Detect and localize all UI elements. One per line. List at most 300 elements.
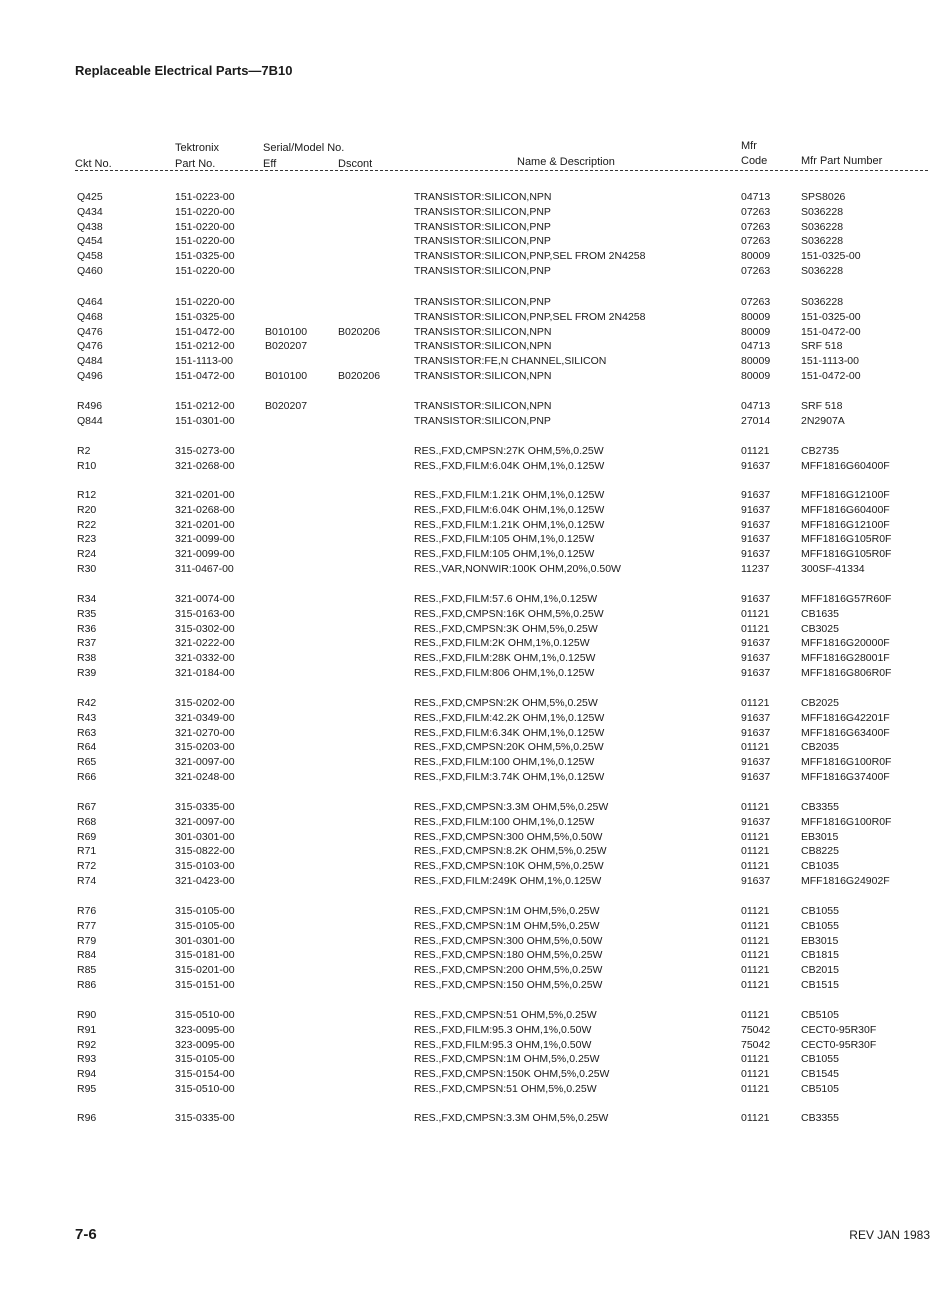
part-description: RES.,FXD,FILM:6.04K OHM,1%,0.125W — [414, 503, 605, 516]
table-row — [0, 310, 950, 324]
manufacturer-part-number: MFF1816G28001F — [801, 652, 890, 665]
column-header-ckt-no: Ckt No. — [75, 158, 112, 170]
circuit-number: R12 — [77, 489, 97, 501]
manufacturer-part-number: CB2735 — [801, 445, 839, 457]
table-row — [0, 592, 950, 606]
table-row — [0, 770, 950, 784]
circuit-number: Q434 — [77, 205, 103, 218]
table-row — [0, 190, 950, 204]
manufacturer-code: 07263 — [741, 220, 771, 233]
tektronix-part-number: 311-0467-00 — [175, 563, 234, 575]
manufacturer-code: 27014 — [741, 414, 771, 427]
table-row — [0, 963, 950, 977]
part-description: RES.,FXD,CMPSN:8.2K OHM,5%,0.25W — [414, 845, 607, 858]
manufacturer-part-number: CECT0-95R30F — [801, 1038, 877, 1051]
table-row — [0, 666, 950, 680]
manufacturer-code: 01121 — [741, 445, 770, 457]
manufacturer-part-number: CECT0-95R30F — [801, 1023, 877, 1036]
part-description: RES.,FXD,CMPSN:2K OHM,5%,0.25W — [414, 697, 598, 709]
manufacturer-part-number: MFF1816G806R0F — [801, 667, 892, 679]
part-description: TRANSISTOR:SILICON,PNP,SEL FROM 2N4258 — [414, 310, 646, 323]
circuit-number: Q454 — [77, 235, 103, 248]
column-header-code: Code — [741, 155, 768, 167]
table-row — [0, 815, 950, 829]
tektronix-part-number: 315-0105-00 — [175, 919, 235, 932]
circuit-number: Q458 — [77, 250, 103, 263]
manufacturer-code: 01121 — [741, 830, 770, 843]
serial-effective: B020207 — [265, 340, 308, 353]
part-description: RES.,FXD,CMPSN:150 OHM,5%,0.25W — [414, 979, 603, 991]
tektronix-part-number: 321-0270-00 — [175, 726, 235, 739]
part-description: RES.,FXD,CMPSN:51 OHM,5%,0.25W — [414, 1009, 597, 1021]
tektronix-part-number: 323-0095-00 — [175, 1038, 235, 1051]
table-row — [0, 220, 950, 234]
manufacturer-part-number: MFF1816G100R0F — [801, 815, 892, 828]
manufacturer-code: 91637 — [741, 637, 771, 650]
manufacturer-code: 91637 — [741, 711, 771, 724]
table-row — [0, 249, 950, 263]
manufacturer-part-number: S036228 — [801, 265, 844, 277]
column-header-eff: Eff — [263, 158, 277, 170]
manufacturer-code: 01121 — [741, 1112, 770, 1124]
part-description: RES.,FXD,CMPSN:3K OHM,5%,0.25W — [414, 622, 598, 635]
manufacturer-code: 01121 — [741, 860, 770, 873]
manufacturer-code: 91637 — [741, 815, 771, 828]
circuit-number: Q438 — [77, 220, 103, 233]
manufacturer-code: 01121 — [741, 1053, 770, 1066]
manufacturer-part-number: CB8225 — [801, 845, 839, 858]
circuit-number: R93 — [77, 1053, 97, 1066]
circuit-number: Q844 — [77, 414, 103, 427]
manufacturer-part-number: SPS8026 — [801, 191, 846, 203]
manufacturer-part-number: 151-0472-00 — [801, 325, 861, 338]
circuit-number: R86 — [77, 979, 97, 991]
part-description: TRANSISTOR:SILICON,PNP — [414, 205, 551, 218]
manufacturer-code: 01121 — [741, 741, 770, 754]
manufacturer-part-number: S036228 — [801, 205, 844, 218]
manufacturer-code: 01121 — [741, 979, 770, 991]
tektronix-part-number: 315-0302-00 — [175, 622, 235, 635]
manufacturer-part-number: CB1035 — [801, 860, 839, 873]
tektronix-part-number: 321-0332-00 — [175, 652, 235, 665]
part-description: RES.,FXD,FILM:28K OHM,1%,0.125W — [414, 652, 596, 665]
manufacturer-part-number: CB1055 — [801, 905, 839, 917]
manufacturer-part-number: CB1515 — [801, 979, 839, 991]
part-description: RES.,FXD,CMPSN:300 OHM,5%,0.50W — [414, 830, 603, 843]
part-description: RES.,FXD,CMPSN:150K OHM,5%,0.25W — [414, 1068, 610, 1081]
manufacturer-part-number: MFF1816G100R0F — [801, 756, 892, 769]
column-header-serial-model: Serial/Model No. — [263, 142, 345, 154]
manufacturer-code: 01121 — [741, 607, 770, 620]
serial-effective: B020207 — [265, 400, 308, 412]
circuit-number: Q484 — [77, 355, 103, 368]
circuit-number: R43 — [77, 711, 97, 724]
tektronix-part-number: 321-0074-00 — [175, 593, 235, 605]
table-row — [0, 532, 950, 546]
table-row — [0, 859, 950, 873]
part-description: RES.,FXD,CMPSN:27K OHM,5%,0.25W — [414, 445, 604, 457]
part-description: RES.,FXD,FILM:6.34K OHM,1%,0.125W — [414, 726, 605, 739]
tektronix-part-number: 315-0154-00 — [175, 1068, 235, 1081]
tektronix-part-number: 301-0301-00 — [175, 934, 235, 947]
part-description: RES.,FXD,CMPSN:20K OHM,5%,0.25W — [414, 741, 604, 754]
tektronix-part-number: 151-0220-00 — [175, 235, 235, 248]
manufacturer-part-number: CB5105 — [801, 1009, 839, 1021]
table-row — [0, 354, 950, 368]
tektronix-part-number: 315-0201-00 — [175, 964, 235, 977]
tektronix-part-number: 315-0273-00 — [175, 445, 235, 457]
circuit-number: R67 — [77, 801, 97, 813]
table-row — [0, 234, 950, 248]
circuit-number: R94 — [77, 1068, 97, 1081]
part-description: TRANSISTOR:SILICON,PNP — [414, 265, 551, 277]
manufacturer-code: 01121 — [741, 1009, 770, 1021]
part-description: RES.,FXD,CMPSN:1M OHM,5%,0.25W — [414, 905, 600, 917]
table-row — [0, 830, 950, 844]
manufacturer-code: 01121 — [741, 622, 770, 635]
manufacturer-part-number: CB2025 — [801, 697, 839, 709]
manufacturer-code: 75042 — [741, 1023, 771, 1036]
manufacturer-code: 07263 — [741, 235, 771, 248]
tektronix-part-number: 315-0181-00 — [175, 949, 235, 962]
manufacturer-code: 01121 — [741, 949, 770, 962]
manufacturer-part-number: MFF1816G57R60F — [801, 593, 892, 605]
manufacturer-part-number: 151-0325-00 — [801, 250, 861, 263]
manufacturer-part-number: SRF 518 — [801, 340, 843, 353]
manufacturer-code: 80009 — [741, 325, 771, 338]
tektronix-part-number: 321-0222-00 — [175, 637, 235, 650]
table-row — [0, 904, 950, 918]
manufacturer-part-number: MFF1816G20000F — [801, 637, 890, 650]
manufacturer-part-number: 151-1113-00 — [801, 355, 859, 368]
part-description: RES.,FXD,CMPSN:3.3M OHM,5%,0.25W — [414, 1112, 609, 1124]
part-description: RES.,FXD,FILM:105 OHM,1%,0.125W — [414, 533, 595, 546]
part-description: TRANSISTOR:SILICON,PNP — [414, 235, 551, 248]
table-row — [0, 874, 950, 888]
circuit-number: R2 — [77, 445, 91, 457]
tektronix-part-number: 321-0099-00 — [175, 548, 235, 561]
manufacturer-part-number: MFF1816G12100F — [801, 489, 890, 501]
manufacturer-code: 01121 — [741, 1083, 770, 1095]
part-description: RES.,FXD,CMPSN:3.3M OHM,5%,0.25W — [414, 801, 609, 813]
tektronix-part-number: 321-0201-00 — [175, 489, 235, 501]
manufacturer-part-number: EB3015 — [801, 934, 839, 947]
circuit-number: R96 — [77, 1112, 97, 1124]
tektronix-part-number: 321-0099-00 — [175, 533, 235, 546]
serial-discontinued: B020206 — [338, 325, 381, 338]
circuit-number: R39 — [77, 667, 97, 679]
tektronix-part-number: 321-0268-00 — [175, 503, 235, 516]
manufacturer-code: 01121 — [741, 1068, 770, 1081]
table-row — [0, 607, 950, 621]
manufacturer-part-number: 300SF-41334 — [801, 563, 865, 575]
part-description: RES.,FXD,FILM:249K OHM,1%,0.125W — [414, 875, 602, 887]
table-row — [0, 414, 950, 428]
tektronix-part-number: 315-0105-00 — [175, 905, 235, 917]
manufacturer-code: 91637 — [741, 459, 771, 472]
table-row — [0, 622, 950, 636]
tektronix-part-number: 151-0301-00 — [175, 414, 235, 427]
tektronix-part-number: 315-0203-00 — [175, 741, 235, 754]
manufacturer-code: 01121 — [741, 845, 770, 858]
table-row — [0, 369, 950, 383]
circuit-number: R38 — [77, 652, 97, 665]
tektronix-part-number: 321-0248-00 — [175, 771, 235, 783]
part-description: RES.,FXD,FILM:42.2K OHM,1%,0.125W — [414, 711, 605, 724]
tektronix-part-number: 315-0510-00 — [175, 1083, 235, 1095]
table-row — [0, 1023, 950, 1037]
column-header-name-description: Name & Description — [517, 156, 615, 168]
table-row — [0, 844, 950, 858]
circuit-number: R42 — [77, 697, 97, 709]
manufacturer-code: 01121 — [741, 964, 770, 977]
tektronix-part-number: 151-0220-00 — [175, 296, 235, 308]
manufacturer-code: 91637 — [741, 875, 771, 887]
table-row — [0, 978, 950, 992]
manufacturer-part-number: S036228 — [801, 220, 844, 233]
part-description: RES.,FXD,CMPSN:51 OHM,5%,0.25W — [414, 1083, 597, 1095]
manufacturer-code: 91637 — [741, 726, 771, 739]
part-description: TRANSISTOR:SILICON,NPN — [414, 325, 552, 338]
table-row — [0, 562, 950, 576]
table-row — [0, 934, 950, 948]
manufacturer-part-number: EB3015 — [801, 830, 839, 843]
part-description: RES.,FXD,FILM:2K OHM,1%,0.125W — [414, 637, 590, 650]
circuit-number: R72 — [77, 860, 97, 873]
table-row — [0, 636, 950, 650]
circuit-number: R65 — [77, 756, 97, 769]
circuit-number: Q468 — [77, 310, 103, 323]
circuit-number: Q476 — [77, 340, 103, 353]
manufacturer-code: 91637 — [741, 518, 771, 531]
tektronix-part-number: 315-0163-00 — [175, 607, 235, 620]
manufacturer-code: 91637 — [741, 548, 771, 561]
manufacturer-code: 80009 — [741, 355, 771, 368]
manufacturer-code: 91637 — [741, 652, 771, 665]
manufacturer-code: 91637 — [741, 756, 771, 769]
circuit-number: R63 — [77, 726, 97, 739]
serial-discontinued: B020206 — [338, 370, 381, 382]
manufacturer-part-number: CB1635 — [801, 607, 839, 620]
tektronix-part-number: 151-0220-00 — [175, 205, 235, 218]
manufacturer-code: 80009 — [741, 370, 771, 382]
manufacturer-part-number: S036228 — [801, 235, 844, 248]
table-row — [0, 919, 950, 933]
manufacturer-part-number: CB3355 — [801, 1112, 839, 1124]
column-header-part-no: Part No. — [175, 158, 216, 170]
part-description: RES.,FXD,CMPSN:1M OHM,5%,0.25W — [414, 1053, 600, 1066]
part-description: TRANSISTOR:SILICON,NPN — [414, 191, 552, 203]
manufacturer-code: 07263 — [741, 205, 771, 218]
table-row — [0, 800, 950, 814]
manufacturer-code: 91637 — [741, 771, 771, 783]
manufacturer-part-number: CB5105 — [801, 1083, 839, 1095]
manufacturer-part-number: 151-0472-00 — [801, 370, 861, 382]
manufacturer-part-number: CB1055 — [801, 1053, 839, 1066]
serial-effective: B010100 — [265, 370, 308, 382]
tektronix-part-number: 315-0822-00 — [175, 845, 235, 858]
circuit-number: R90 — [77, 1009, 97, 1021]
table-row — [0, 1052, 950, 1066]
tektronix-part-number: 151-0212-00 — [175, 400, 235, 412]
part-description: RES.,FXD,CMPSN:16K OHM,5%,0.25W — [414, 607, 604, 620]
circuit-number: R23 — [77, 533, 97, 546]
circuit-number: Q460 — [77, 265, 103, 277]
manufacturer-part-number: CB1815 — [801, 949, 839, 962]
part-description: TRANSISTOR:SILICON,PNP — [414, 414, 551, 427]
manufacturer-part-number: SRF 518 — [801, 400, 843, 412]
table-row — [0, 726, 950, 740]
tektronix-part-number: 151-0472-00 — [175, 325, 235, 338]
table-row — [0, 518, 950, 532]
manufacturer-part-number: MFF1816G60400F — [801, 503, 890, 516]
manufacturer-part-number: MFF1816G63400F — [801, 726, 890, 739]
manufacturer-part-number: CB3355 — [801, 801, 839, 813]
table-row — [0, 651, 950, 665]
table-row — [0, 339, 950, 353]
manufacturer-part-number: MFF1816G60400F — [801, 459, 890, 472]
part-description: RES.,FXD,FILM:100 OHM,1%,0.125W — [414, 756, 595, 769]
tektronix-part-number: 321-0201-00 — [175, 518, 235, 531]
table-row — [0, 399, 950, 413]
part-description: TRANSISTOR:FE,N CHANNEL,SILICON — [414, 355, 607, 368]
part-description: RES.,FXD,FILM:6.04K OHM,1%,0.125W — [414, 459, 605, 472]
manufacturer-part-number: CB1055 — [801, 919, 839, 932]
manufacturer-code: 80009 — [741, 310, 771, 323]
part-description: RES.,FXD,FILM:1.21K OHM,1%,0.125W — [414, 518, 605, 531]
manufacturer-code: 11237 — [741, 563, 770, 575]
tektronix-part-number: 315-0103-00 — [175, 860, 235, 873]
circuit-number: R76 — [77, 905, 97, 917]
table-row — [0, 325, 950, 339]
circuit-number: Q476 — [77, 325, 103, 338]
tektronix-part-number: 321-0097-00 — [175, 815, 235, 828]
manufacturer-part-number: MFF1816G24902F — [801, 875, 890, 887]
circuit-number: Q425 — [77, 191, 103, 203]
manufacturer-code: 80009 — [741, 250, 771, 263]
manufacturer-part-number: MFF1816G105R0F — [801, 548, 892, 561]
part-description: RES.,FXD,CMPSN:10K OHM,5%,0.25W — [414, 860, 604, 873]
part-description: RES.,FXD,CMPSN:1M OHM,5%,0.25W — [414, 919, 600, 932]
table-row — [0, 503, 950, 517]
table-row — [0, 755, 950, 769]
tektronix-part-number: 151-0325-00 — [175, 250, 235, 263]
table-row — [0, 205, 950, 219]
part-description: RES.,FXD,FILM:1.21K OHM,1%,0.125W — [414, 489, 605, 501]
table-row — [0, 488, 950, 502]
tektronix-part-number: 151-0220-00 — [175, 220, 235, 233]
circuit-number: R36 — [77, 622, 97, 635]
circuit-number: R95 — [77, 1083, 97, 1095]
manufacturer-code: 01121 — [741, 801, 770, 813]
tektronix-part-number: 321-0349-00 — [175, 711, 235, 724]
tektronix-part-number: 315-0151-00 — [175, 979, 235, 991]
table-row — [0, 740, 950, 754]
part-description: RES.,FXD,CMPSN:200 OHM,5%,0.25W — [414, 964, 603, 977]
revision-date: REV JAN 1983 — [849, 1228, 930, 1242]
circuit-number: R68 — [77, 815, 97, 828]
part-description: RES.,FXD,FILM:105 OHM,1%,0.125W — [414, 548, 595, 561]
manufacturer-code: 04713 — [741, 191, 771, 203]
manufacturer-code: 01121 — [741, 919, 770, 932]
tektronix-part-number: 151-0223-00 — [175, 191, 235, 203]
manufacturer-code: 01121 — [741, 934, 770, 947]
manufacturer-part-number: CB3025 — [801, 622, 839, 635]
column-header-dscont: Dscont — [338, 158, 373, 170]
part-description: TRANSISTOR:SILICON,PNP — [414, 220, 551, 233]
circuit-number: R84 — [77, 949, 97, 962]
manufacturer-code: 91637 — [741, 533, 771, 546]
manufacturer-code: 07263 — [741, 265, 771, 277]
column-header-mfr-part-number: Mfr Part Number — [801, 155, 883, 167]
part-description: RES.,FXD,FILM:95.3 OHM,1%,0.50W — [414, 1023, 592, 1036]
circuit-number: R91 — [77, 1023, 97, 1036]
page-title: Replaceable Electrical Parts—7B10 — [75, 63, 293, 78]
column-header-mfr: Mfr — [741, 140, 757, 152]
circuit-number: R22 — [77, 518, 97, 531]
circuit-number: R24 — [77, 548, 97, 561]
circuit-number: R37 — [77, 637, 97, 650]
manufacturer-part-number: CB2035 — [801, 741, 839, 754]
table-row — [0, 1111, 950, 1125]
tektronix-part-number: 315-0202-00 — [175, 697, 235, 709]
manufacturer-code: 91637 — [741, 593, 771, 605]
tektronix-part-number: 315-0105-00 — [175, 1053, 235, 1066]
table-row — [0, 1082, 950, 1096]
part-description: TRANSISTOR:SILICON,NPN — [414, 370, 552, 382]
circuit-number: R34 — [77, 593, 97, 605]
tektronix-part-number: 151-0220-00 — [175, 265, 235, 277]
manufacturer-code: 04713 — [741, 400, 771, 412]
circuit-number: R20 — [77, 503, 97, 516]
circuit-number: R496 — [77, 400, 103, 412]
column-header-tektronix: Tektronix — [175, 142, 220, 154]
circuit-number: R71 — [77, 845, 97, 858]
part-description: TRANSISTOR:SILICON,PNP,SEL FROM 2N4258 — [414, 250, 646, 263]
circuit-number: R85 — [77, 964, 97, 977]
circuit-number: R64 — [77, 741, 97, 754]
table-row — [0, 696, 950, 710]
manufacturer-part-number: MFF1816G42201F — [801, 711, 890, 724]
part-description: RES.,FXD,FILM:100 OHM,1%,0.125W — [414, 815, 595, 828]
part-description: RES.,FXD,FILM:95.3 OHM,1%,0.50W — [414, 1038, 592, 1051]
part-description: RES.,VAR,NONWIR:100K OHM,20%,0.50W — [414, 563, 621, 575]
manufacturer-part-number: 151-0325-00 — [801, 310, 861, 323]
serial-effective: B010100 — [265, 325, 308, 338]
tektronix-part-number: 321-0268-00 — [175, 459, 235, 472]
table-row — [0, 1067, 950, 1081]
manufacturer-code: 91637 — [741, 503, 771, 516]
manufacturer-part-number: MFF1816G12100F — [801, 518, 890, 531]
page-number: 7-6 — [75, 1226, 97, 1243]
circuit-number: R92 — [77, 1038, 97, 1051]
part-description: RES.,FXD,CMPSN:180 OHM,5%,0.25W — [414, 949, 603, 962]
tektronix-part-number: 321-0097-00 — [175, 756, 235, 769]
table-row — [0, 1038, 950, 1052]
circuit-number: R10 — [77, 459, 97, 472]
manufacturer-code: 04713 — [741, 340, 771, 353]
circuit-number: R30 — [77, 563, 97, 575]
table-row — [0, 711, 950, 725]
circuit-number: R66 — [77, 771, 97, 783]
part-description: RES.,FXD,FILM:806 OHM,1%,0.125W — [414, 667, 595, 679]
circuit-number: R69 — [77, 830, 97, 843]
circuit-number: R77 — [77, 919, 97, 932]
table-row — [0, 295, 950, 309]
tektronix-part-number: 151-0212-00 — [175, 340, 235, 353]
tektronix-part-number: 315-0335-00 — [175, 1112, 235, 1124]
tektronix-part-number: 315-0335-00 — [175, 801, 235, 813]
